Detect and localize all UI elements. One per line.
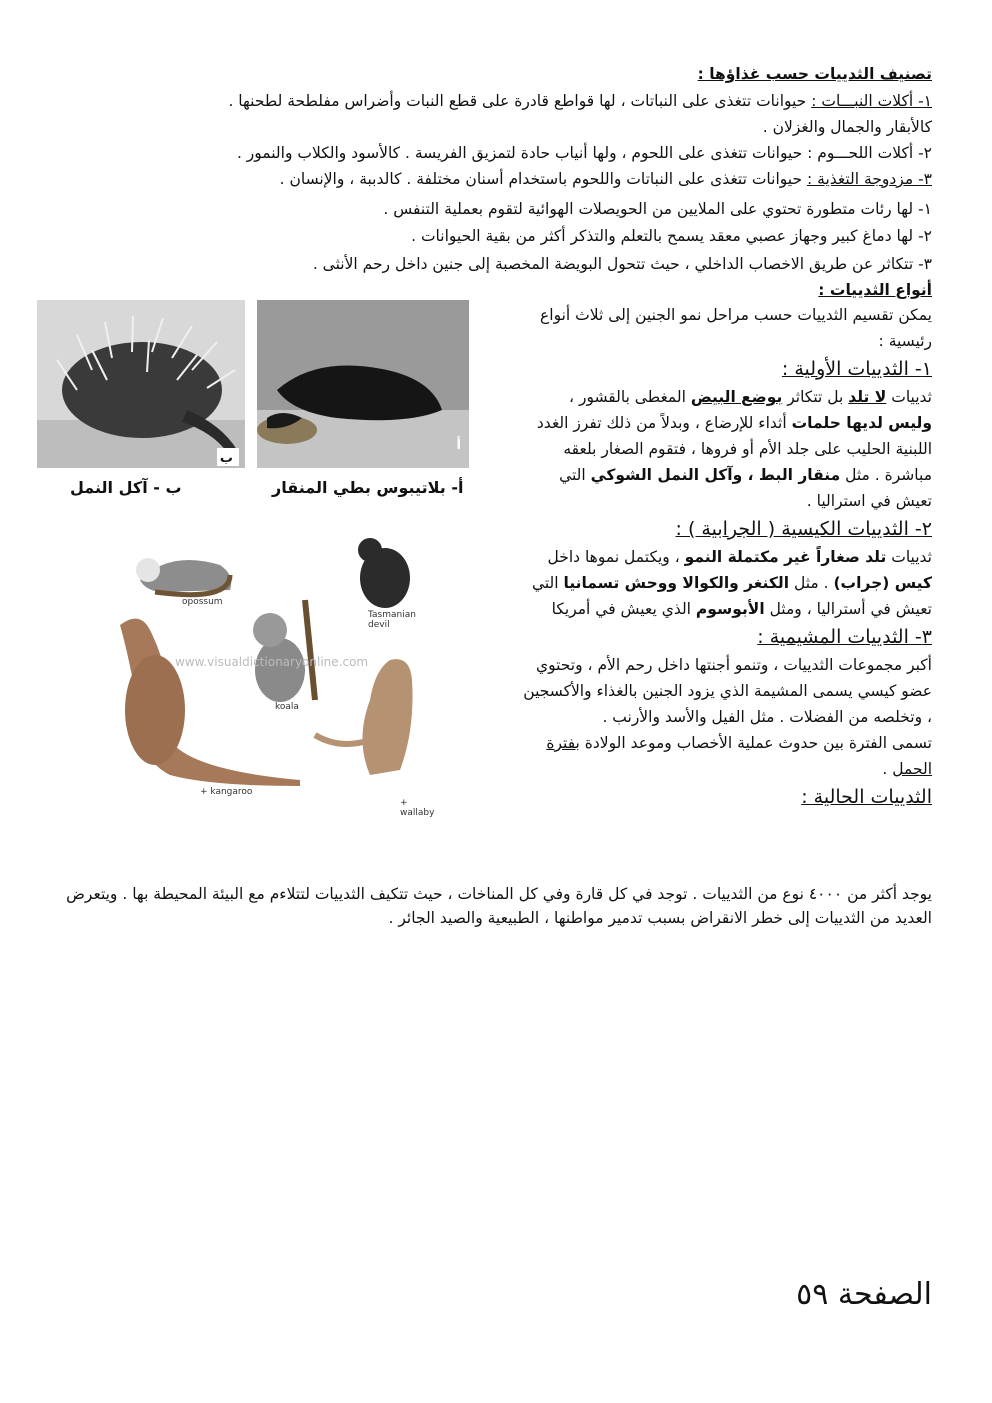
platypus-caption: أ- بلاتيبوس بطي المنقار bbox=[272, 478, 464, 497]
carnivores-label: ٢- أكلات اللحـــوم : bbox=[807, 144, 932, 162]
omnivores-line bbox=[280, 167, 932, 191]
omnivores-label: ٣- مزدوجة التغذية : bbox=[806, 170, 932, 188]
mono-b3: وليس لديها حلمات bbox=[791, 414, 932, 432]
gestation-term: بفترة الحمل bbox=[546, 734, 932, 778]
classification-title: تصنيف الثدييات حسب غذاؤها : bbox=[697, 65, 932, 83]
current-title: الثدييات الحالية : bbox=[801, 786, 932, 808]
mars-t5: الذي يعيش في أمريكا bbox=[551, 600, 696, 618]
platypus-photo bbox=[257, 300, 469, 468]
mono-b1: لا تلد bbox=[848, 388, 887, 406]
mars-b4: الأبوسوم bbox=[695, 600, 765, 618]
mono-t4: أثداء للإرضاع ، وبدلاً من ذلك تفرز الغدد اللبنية الحليب على جلد الأم أو فروها ، فتقوم الصغار بلعقه مباشرة . مثل bbox=[536, 414, 932, 484]
mono-t3: المغطى بالقشور ، bbox=[569, 388, 691, 406]
echidna-photo bbox=[37, 300, 245, 468]
mono-t1: ثدييات bbox=[886, 388, 932, 406]
opossum-label: opossum bbox=[182, 597, 223, 607]
herbivores-text: حيوانات تتغذى على النباتات ، لها قواطع قادرة على قطع النبات وأضراس مفلطحة لطحنها . bbox=[228, 92, 807, 110]
echidna-image bbox=[37, 300, 245, 468]
marsupials-text bbox=[522, 544, 932, 622]
tasmanian-label: Tasmanian devil bbox=[368, 610, 416, 630]
gestation-t: تسمى الفترة بين حدوث عملية الأخصاب وموعد الولادة bbox=[579, 734, 932, 752]
marsupials-image bbox=[100, 530, 440, 815]
mono-t2: بل تتكاثر bbox=[782, 388, 849, 406]
placentals-title: ٣- الثدييات المشيمية : bbox=[757, 626, 932, 648]
kangaroo-label: + kangaroo bbox=[200, 787, 253, 797]
page-number: الصفحة ٥٩ bbox=[796, 1277, 932, 1312]
mono-t5: التي تعيش في استراليا . bbox=[559, 466, 932, 510]
types-title: أنواع الثدييات : bbox=[818, 281, 932, 299]
fact-3: ٣- تتكاثر عن طريق الاخصاب الداخلي ، حيث تتحول البويضة المخصبة إلى جنين داخل رحم الأنثى . bbox=[312, 255, 932, 273]
herbivores-line bbox=[228, 89, 932, 113]
herbivores-examples: كالأبقار والجمال والغزلان . bbox=[762, 118, 932, 136]
platypus-mark: أ bbox=[456, 438, 461, 453]
mars-b2: كيس (جراب) bbox=[833, 574, 932, 592]
platypus-image bbox=[257, 300, 469, 468]
placentals-text: أكبر مجموعات الثدييات ، وتنمو أجنتها داخل رحم الأم ، وتحتوي عضو كيسي يسمى المشيمة الذي يزود الجنين بالغذاء والأكسجين ، وتخلصه من الفضلات . مثل الفيل والأسد والأرنب . bbox=[523, 656, 932, 726]
types-column bbox=[522, 302, 932, 812]
gestation-end: . bbox=[882, 760, 893, 778]
carnivores-line bbox=[237, 141, 932, 165]
current-text: يوجد أكثر من ٤٠٠٠ نوع من الثدييات . توجد في كل قارة وفي كل المناخات ، حيث تتكيف الثدييات لتتلاءم مع البيئة المحيطة بها . ويتعرض العديد من الثدييات إلى خطر الانقراض بسبب تدمير مواطنها ، الطبيعية والصيد الجائر . bbox=[66, 885, 932, 927]
mars-t3: . مثل bbox=[789, 574, 834, 592]
monotremes-title: ١- الثدييات الأولية : bbox=[781, 358, 932, 380]
types-intro: يمكن تقسيم الثدييات حسب مراحل نمو الجنين إلى ثلاث أنواع رئيسية : bbox=[540, 306, 932, 350]
wallaby-label: + wallaby bbox=[400, 798, 435, 818]
herbivores-label: ١- أكلات النبـــات : bbox=[811, 92, 932, 110]
echidna-caption: ب - آكل النمل bbox=[70, 478, 182, 497]
fact-2: ٢- لها دماغ كبير وجهاز عصبي معقد يسمح بالتعلم والتذكر أكثر من بقية الحيوانات . bbox=[411, 227, 932, 245]
mars-b1: تلد صغاراً غير مكتملة النمو bbox=[684, 548, 887, 566]
mars-t2: ، ويكتمل نموها داخل bbox=[547, 548, 685, 566]
echidna-mark: ب bbox=[219, 451, 233, 466]
mars-t1: ثدييات bbox=[886, 548, 932, 566]
gestation-text bbox=[522, 730, 932, 782]
carnivores-text: حيوانات تتغذى على اللحوم ، ولها أنياب حادة لتمزيق الفريسة . كالأسود والكلاب والنمور . bbox=[236, 144, 803, 162]
mars-b3: الكنغر والكوالا ووحش تسمانيا bbox=[563, 574, 790, 592]
monotremes-text bbox=[522, 384, 932, 514]
marsupials-title: ٢- الثدييات الكيسية ( الجرابية ) : bbox=[675, 518, 932, 540]
watermark: www.visualdictionaryonline.com bbox=[175, 655, 369, 669]
marsupials-illustration bbox=[100, 530, 440, 818]
mono-b4: منقار البط ، وآكل النمل الشوكي bbox=[590, 466, 841, 484]
fact-1: ١- لها رئات متطورة تحتوي على الملايين من الحويصلات الهوائية لتقوم بعملية التنفس . bbox=[383, 200, 932, 218]
mars-t4: التي تعيش في أستراليا ، ومثل bbox=[531, 574, 932, 618]
mono-b2: بوضع البيض bbox=[690, 388, 783, 406]
koala-label: koala bbox=[275, 702, 299, 712]
omnivores-text: حيوانات تتغذى على النباتات واللحوم باستخدام أسنان مختلفة . كالدببة ، والإنسان . bbox=[279, 170, 803, 188]
